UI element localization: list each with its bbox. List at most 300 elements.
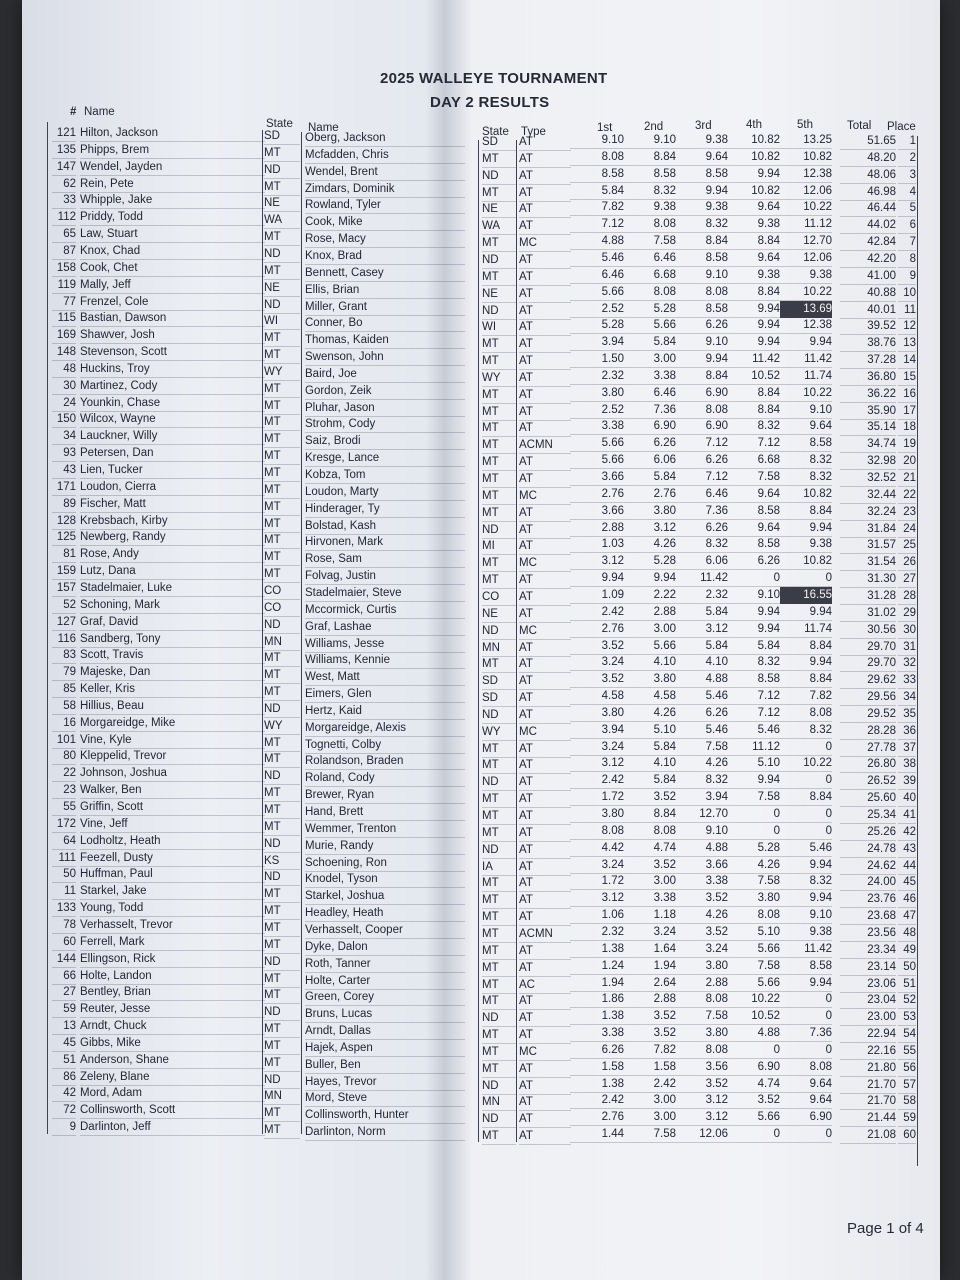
place: 24 — [898, 521, 916, 538]
partner-name: Ellis, Brian — [305, 282, 465, 299]
fish-3rd-weight: 4.88 — [676, 671, 728, 688]
total-weight: 32.24 — [840, 504, 896, 521]
angler-state: KS — [264, 853, 300, 870]
total-weight: 29.52 — [840, 706, 896, 723]
angler-name: Mally, Jeff — [80, 277, 265, 294]
team-number: 158 — [52, 260, 76, 277]
fish-5th-weight: 9.38 — [780, 536, 832, 553]
fish-2nd-weight: 3.24 — [624, 924, 676, 941]
fish-5th-weight: 10.22 — [780, 284, 832, 301]
angler-state: MT — [264, 1038, 300, 1055]
angler-state: MT — [264, 448, 300, 465]
place: 45 — [898, 874, 916, 891]
fish-1st-weight: 3.12 — [570, 553, 624, 570]
place: 28 — [898, 588, 916, 605]
table-row — [22, 782, 940, 806]
fish-3rd-weight: 8.32 — [676, 216, 728, 233]
table-row — [22, 580, 940, 603]
partner-state: ND — [482, 1078, 516, 1095]
team-type: AT — [519, 842, 571, 859]
fish-5th-weight: 8.84 — [780, 671, 832, 688]
total-weight: 21.70 — [840, 1077, 896, 1094]
fish-4th-weight: 8.84 — [728, 385, 780, 402]
fish-1st-weight: 1.38 — [570, 1076, 624, 1093]
fish-1st-weight: 2.88 — [570, 520, 624, 537]
fish-3rd-weight: 4.88 — [676, 840, 728, 857]
total-weight: 32.98 — [840, 453, 896, 470]
table-row — [22, 529, 940, 553]
partner-state: MT — [482, 875, 516, 892]
angler-state: ND — [264, 836, 300, 853]
fish-1st-weight: 2.76 — [570, 486, 624, 503]
fish-1st-weight: 6.46 — [570, 267, 624, 284]
fish-5th-weight: 11.42 — [780, 941, 832, 958]
team-type: AT — [519, 1128, 571, 1145]
partner-name: Green, Corey — [305, 989, 465, 1006]
fish-1st-weight: 2.42 — [570, 772, 624, 789]
angler-name: Johnson, Joshua — [80, 765, 265, 782]
table-row — [22, 361, 940, 384]
total-weight: 46.98 — [840, 184, 896, 201]
fish-1st-weight: 5.46 — [570, 250, 624, 267]
place: 57 — [898, 1077, 916, 1094]
partner-name: Knox, Brad — [305, 248, 465, 265]
table-row — [22, 850, 940, 873]
team-type: AT — [519, 151, 571, 168]
table-row — [22, 496, 940, 519]
fish-5th-weight: 8.32 — [780, 452, 832, 469]
partner-state: WA — [482, 218, 516, 235]
fish-4th-weight: 8.84 — [728, 402, 780, 419]
team-type: AT — [519, 673, 571, 690]
angler-name: Martinez, Cody — [80, 378, 265, 395]
team-type: AT — [519, 404, 571, 421]
fish-2nd-weight: 4.74 — [624, 840, 676, 857]
angler-state: MT — [264, 532, 300, 549]
fish-1st-weight: 1.38 — [570, 941, 624, 958]
partner-name: Wemmer, Trenton — [305, 821, 465, 838]
place: 4 — [898, 184, 916, 201]
place: 34 — [898, 689, 916, 706]
fish-5th-weight: 9.94 — [780, 604, 832, 621]
fish-2nd-weight: 6.26 — [624, 435, 676, 452]
team-type: AT — [519, 909, 571, 926]
header-type: Type — [521, 126, 546, 138]
fish-4th-weight: 4.88 — [728, 1025, 780, 1042]
partner-name: Baird, Joe — [305, 366, 465, 383]
fish-1st-weight: 7.82 — [570, 199, 624, 216]
team-type: AT — [519, 656, 571, 673]
partner-state: SD — [482, 690, 516, 707]
fish-4th-weight: 11.12 — [728, 739, 780, 756]
fish-5th-weight: 12.06 — [780, 250, 832, 267]
partner-state: MT — [482, 741, 516, 758]
angler-state: NE — [264, 280, 300, 297]
place: 30 — [898, 622, 916, 639]
fish-1st-weight: 3.80 — [570, 705, 624, 722]
fish-3rd-weight: 3.52 — [676, 924, 728, 941]
team-number: 51 — [52, 1052, 76, 1069]
total-weight: 40.01 — [840, 302, 896, 319]
table-row — [22, 277, 940, 300]
total-weight: 23.06 — [840, 976, 896, 993]
fish-5th-weight: 0 — [780, 1008, 832, 1025]
fish-5th-weight: 13.25 — [780, 132, 832, 149]
angler-name: Young, Todd — [80, 900, 265, 917]
fish-3rd-weight: 12.06 — [676, 1126, 728, 1143]
partner-name: Collinsworth, Hunter — [305, 1107, 465, 1124]
angler-name: Schoning, Mark — [80, 597, 265, 614]
fish-4th-weight: 10.82 — [728, 183, 780, 200]
team-number: 65 — [52, 226, 76, 243]
fish-4th-weight: 5.66 — [728, 1109, 780, 1126]
fish-5th-weight: 0 — [780, 739, 832, 756]
fish-3rd-weight: 6.26 — [676, 520, 728, 537]
results-subtitle: DAY 2 RESULTS — [430, 94, 550, 111]
partner-name: Arndt, Dallas — [305, 1023, 465, 1040]
total-weight: 29.62 — [840, 672, 896, 689]
angler-name: Younkin, Chase — [80, 395, 265, 412]
team-type: ACMN — [519, 926, 571, 943]
fish-4th-weight: 8.84 — [728, 284, 780, 301]
fish-1st-weight: 3.80 — [570, 806, 624, 823]
partner-state: MT — [482, 353, 516, 370]
total-weight: 31.02 — [840, 605, 896, 622]
angler-state: CO — [264, 600, 300, 617]
fish-4th-weight: 10.52 — [728, 1008, 780, 1025]
team-type: AT — [519, 690, 571, 707]
fish-1st-weight: 3.94 — [570, 334, 624, 351]
table-row — [22, 462, 940, 485]
team-type: AT — [519, 471, 571, 488]
fish-2nd-weight: 3.52 — [624, 857, 676, 874]
partner-state: MN — [482, 640, 516, 657]
header-state: State — [266, 118, 293, 130]
partner-state: ND — [482, 168, 516, 185]
fish-1st-weight: 5.28 — [570, 317, 624, 334]
fish-3rd-weight: 7.12 — [676, 469, 728, 486]
angler-name: Stevenson, Scott — [80, 344, 265, 361]
team-type: AT — [519, 960, 571, 977]
team-type: AT — [519, 1094, 571, 1111]
header-2nd: 2nd — [644, 121, 664, 133]
place: 39 — [898, 773, 916, 790]
fish-3rd-weight: 7.58 — [676, 739, 728, 756]
fish-1st-weight: 8.08 — [570, 823, 624, 840]
fish-5th-weight: 12.06 — [780, 183, 832, 200]
fish-2nd-weight: 3.80 — [624, 671, 676, 688]
partner-state: MT — [482, 505, 516, 522]
total-weight: 32.52 — [840, 470, 896, 487]
fish-3rd-weight: 8.08 — [676, 402, 728, 419]
angler-state: MT — [264, 735, 300, 752]
table-row — [22, 900, 940, 924]
place: 6 — [898, 217, 916, 234]
partner-state: ND — [482, 623, 516, 640]
fish-5th-weight: 9.94 — [780, 975, 832, 992]
team-type: AT — [519, 134, 571, 151]
table-row — [22, 192, 940, 216]
fish-5th-weight: 0 — [780, 991, 832, 1008]
fish-4th-weight: 5.84 — [728, 638, 780, 655]
total-weight: 44.02 — [840, 217, 896, 234]
team-number: 101 — [52, 732, 76, 749]
team-type: MC — [519, 1044, 571, 1061]
angler-name: Scott, Travis — [80, 647, 265, 664]
fish-2nd-weight: 6.46 — [624, 385, 676, 402]
team-number: 157 — [52, 580, 76, 597]
fish-2nd-weight: 1.58 — [624, 1059, 676, 1076]
fish-3rd-weight: 11.42 — [676, 570, 728, 587]
team-number: 89 — [52, 496, 76, 513]
team-number: 33 — [52, 192, 76, 209]
angler-name: Anderson, Shane — [80, 1052, 265, 1069]
team-number: 22 — [52, 765, 76, 782]
place: 22 — [898, 487, 916, 504]
fish-4th-weight: 6.68 — [728, 452, 780, 469]
team-number: 24 — [52, 395, 76, 412]
total-weight: 48.06 — [840, 167, 896, 184]
fish-2nd-weight: 7.58 — [624, 233, 676, 250]
fish-4th-weight: 8.08 — [728, 907, 780, 924]
angler-name: Lauckner, Willy — [80, 428, 265, 445]
header-num: # — [70, 106, 77, 118]
results-sheet — [22, 0, 940, 1280]
header-4th: 4th — [746, 119, 762, 131]
team-number: 133 — [52, 900, 76, 917]
fish-3rd-weight: 3.52 — [676, 1076, 728, 1093]
fish-4th-weight: 11.42 — [728, 351, 780, 368]
fish-4th-weight: 9.94 — [728, 317, 780, 334]
angler-name: Sandberg, Tony — [80, 631, 265, 648]
fish-5th-weight: 9.38 — [780, 924, 832, 941]
team-number: 119 — [52, 277, 76, 294]
team-type: AT — [519, 218, 571, 235]
fish-2nd-weight: 4.26 — [624, 536, 676, 553]
fish-1st-weight: 3.38 — [570, 418, 624, 435]
place: 29 — [898, 605, 916, 622]
fish-3rd-weight: 8.58 — [676, 250, 728, 267]
partner-state: MT — [482, 437, 516, 454]
angler-name: Ellingson, Rick — [80, 951, 265, 968]
fish-1st-weight: 3.24 — [570, 857, 624, 874]
angler-state: MN — [264, 634, 300, 651]
partner-state: MT — [482, 454, 516, 471]
fish-2nd-weight: 3.52 — [624, 1025, 676, 1042]
team-number: 115 — [52, 310, 76, 327]
place: 35 — [898, 706, 916, 723]
team-type: AT — [519, 1010, 571, 1027]
fish-4th-weight: 5.66 — [728, 975, 780, 992]
place: 20 — [898, 453, 916, 470]
angler-name: Shawver, Josh — [80, 327, 265, 344]
tournament-title: 2025 WALLEYE TOURNAMENT — [380, 70, 608, 87]
partner-name: Strohm, Cody — [305, 416, 465, 433]
fish-2nd-weight: 6.46 — [624, 250, 676, 267]
fish-1st-weight: 1.38 — [570, 1008, 624, 1025]
angler-state: ND — [264, 954, 300, 971]
table-row — [22, 1052, 940, 1075]
angler-state: ND — [264, 1072, 300, 1089]
angler-state: MT — [264, 785, 300, 802]
fish-2nd-weight: 3.00 — [624, 621, 676, 638]
angler-name: Priddy, Todd — [80, 209, 265, 226]
team-number: 127 — [52, 614, 76, 631]
total-weight: 23.00 — [840, 1009, 896, 1026]
team-number: 80 — [52, 748, 76, 765]
fish-5th-weight: 8.32 — [780, 722, 832, 739]
fish-4th-weight: 9.94 — [728, 301, 780, 318]
fish-5th-weight: 11.74 — [780, 621, 832, 638]
fish-2nd-weight: 3.00 — [624, 1109, 676, 1126]
place: 19 — [898, 436, 916, 453]
fish-2nd-weight: 4.10 — [624, 755, 676, 772]
fish-3rd-weight: 8.08 — [676, 991, 728, 1008]
fish-2nd-weight: 8.84 — [624, 806, 676, 823]
total-weight: 51.65 — [840, 133, 896, 150]
table-row — [22, 984, 940, 1008]
team-type: AT — [519, 875, 571, 892]
fish-4th-weight: 5.46 — [728, 722, 780, 739]
table-row — [22, 142, 940, 165]
team-number: 150 — [52, 411, 76, 428]
table-row — [22, 1018, 940, 1042]
place: 42 — [898, 824, 916, 841]
fish-5th-weight: 6.90 — [780, 1109, 832, 1126]
team-number: 45 — [52, 1035, 76, 1052]
partner-name: Knodel, Tyson — [305, 871, 465, 888]
fish-5th-weight: 9.94 — [780, 334, 832, 351]
partner-name: West, Matt — [305, 669, 465, 686]
fish-5th-weight: 5.46 — [780, 840, 832, 857]
angler-name: Newberg, Randy — [80, 529, 265, 546]
fish-3rd-weight: 6.46 — [676, 486, 728, 503]
angler-state: MT — [264, 145, 300, 162]
angler-state: WY — [264, 718, 300, 735]
angler-name: Morgareidge, Mike — [80, 715, 265, 732]
fish-4th-weight: 7.12 — [728, 688, 780, 705]
total-weight: 21.44 — [840, 1110, 896, 1127]
fish-3rd-weight: 6.90 — [676, 385, 728, 402]
place: 43 — [898, 841, 916, 858]
fish-1st-weight: 3.38 — [570, 1025, 624, 1042]
fish-4th-weight: 8.58 — [728, 536, 780, 553]
fish-4th-weight: 6.26 — [728, 553, 780, 570]
angler-name: Huffman, Paul — [80, 866, 265, 883]
table-row — [22, 917, 940, 940]
team-type: AT — [519, 303, 571, 320]
fish-4th-weight: 9.94 — [728, 166, 780, 183]
fish-1st-weight: 5.66 — [570, 435, 624, 452]
partner-name: Thomas, Kaiden — [305, 332, 465, 349]
team-number: 128 — [52, 513, 76, 530]
fish-1st-weight: 4.88 — [570, 233, 624, 250]
total-weight: 29.70 — [840, 639, 896, 656]
fish-5th-weight: 9.64 — [780, 418, 832, 435]
angler-state: MT — [264, 381, 300, 398]
fish-4th-weight: 0 — [728, 1126, 780, 1143]
fish-2nd-weight: 8.08 — [624, 284, 676, 301]
fish-5th-weight: 10.82 — [780, 553, 832, 570]
total-weight: 39.52 — [840, 318, 896, 335]
fish-3rd-weight: 6.26 — [676, 705, 728, 722]
partner-name: Schoening, Ron — [305, 855, 465, 872]
place: 27 — [898, 571, 916, 588]
fish-1st-weight: 8.58 — [570, 166, 624, 183]
fish-2nd-weight: 8.84 — [624, 149, 676, 166]
fish-5th-weight: 0 — [780, 570, 832, 587]
total-weight: 36.22 — [840, 386, 896, 403]
team-type: AT — [519, 1061, 571, 1078]
partner-name: Cook, Mike — [305, 214, 465, 231]
fish-2nd-weight: 3.00 — [624, 1092, 676, 1109]
angler-name: Vine, Kyle — [80, 732, 265, 749]
team-type: AT — [519, 1111, 571, 1128]
team-number: 58 — [52, 698, 76, 715]
place: 16 — [898, 386, 916, 403]
fish-2nd-weight: 5.66 — [624, 638, 676, 655]
place: 2 — [898, 150, 916, 167]
fish-4th-weight: 8.32 — [728, 418, 780, 435]
partner-name: Buller, Ben — [305, 1057, 465, 1074]
fish-2nd-weight: 1.94 — [624, 958, 676, 975]
fish-4th-weight: 9.94 — [728, 772, 780, 789]
angler-state: ND — [264, 297, 300, 314]
fish-3rd-weight: 5.84 — [676, 604, 728, 621]
fish-3rd-weight: 4.26 — [676, 755, 728, 772]
table-row — [22, 951, 940, 974]
fish-3rd-weight: 9.38 — [676, 199, 728, 216]
fish-3rd-weight: 9.10 — [676, 334, 728, 351]
header-place: Place — [887, 121, 916, 133]
fish-5th-weight: 11.12 — [780, 216, 832, 233]
place: 10 — [898, 285, 916, 302]
angler-name: Wendel, Jayden — [80, 159, 265, 176]
fish-5th-weight: 9.38 — [780, 267, 832, 284]
fish-3rd-weight: 3.52 — [676, 890, 728, 907]
angler-name: Keller, Kris — [80, 681, 265, 698]
fish-2nd-weight: 9.38 — [624, 199, 676, 216]
angler-name: Kleppelid, Trevor — [80, 748, 265, 765]
fish-4th-weight: 0 — [728, 570, 780, 587]
total-weight: 31.54 — [840, 554, 896, 571]
table-row — [22, 226, 940, 250]
table-row — [22, 1035, 940, 1058]
fish-4th-weight: 9.38 — [728, 267, 780, 284]
fish-5th-weight: 8.84 — [780, 503, 832, 520]
angler-name: Vine, Jeff — [80, 816, 265, 833]
angler-name: Bastian, Dawson — [80, 310, 265, 327]
place: 11 — [898, 302, 916, 319]
team-type: MC — [519, 555, 571, 572]
total-weight: 35.90 — [840, 403, 896, 420]
partner-name: Tognetti, Colby — [305, 737, 465, 754]
total-weight: 23.04 — [840, 992, 896, 1009]
fish-1st-weight: 4.58 — [570, 688, 624, 705]
header-partner-name: Name — [308, 122, 339, 134]
table-row — [22, 546, 940, 570]
partner-name: Murie, Randy — [305, 838, 465, 855]
fish-2nd-weight: 7.36 — [624, 402, 676, 419]
team-number: 85 — [52, 681, 76, 698]
place: 49 — [898, 942, 916, 959]
partner-state: ND — [482, 522, 516, 539]
place: 50 — [898, 959, 916, 976]
fish-4th-weight: 5.10 — [728, 755, 780, 772]
team-number: 34 — [52, 428, 76, 445]
fish-3rd-weight: 7.12 — [676, 435, 728, 452]
angler-state: MT — [264, 1105, 300, 1122]
